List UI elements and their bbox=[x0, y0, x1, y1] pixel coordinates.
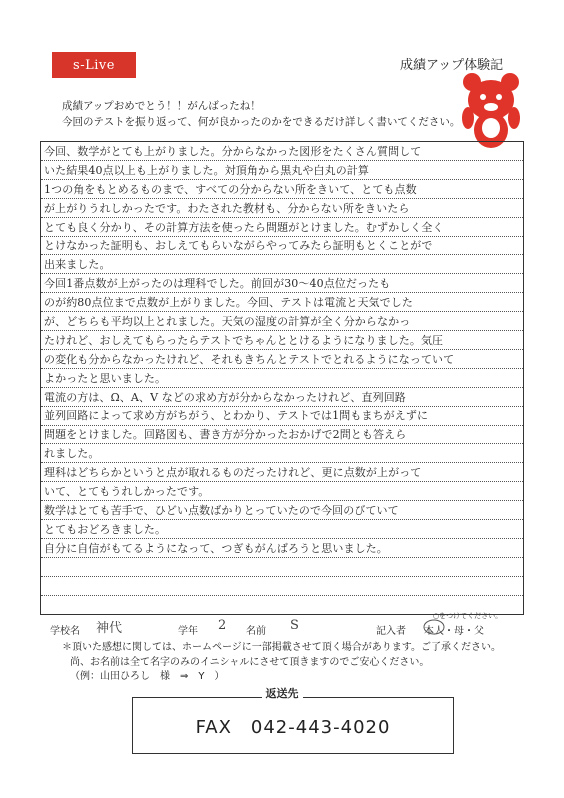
essay-line: いた結果40点以上も上がりました。対頂角から黒丸や白丸の計算 bbox=[44, 163, 369, 177]
fax-number: FAX 042-443-4020 bbox=[195, 716, 391, 738]
notes bbox=[62, 641, 501, 685]
name-label: 名前 bbox=[246, 626, 266, 637]
handwritten-essay bbox=[44, 143, 522, 615]
essay-line: とても良く分かり、その計算方法を使ったら問題がとけました。むずかしく全く bbox=[44, 220, 444, 234]
essay-line: の変化も分からなかったけれど、それもきちんとテストでとれるようになっていて bbox=[44, 352, 455, 366]
intro-text bbox=[62, 98, 460, 130]
essay-line: 数学はとても苦手で、ひどい点数ばかりとっていたので今回のびていて bbox=[44, 503, 399, 517]
essay-line: いて、とてもうれしかったです。 bbox=[44, 485, 210, 499]
essay-line: れました。 bbox=[44, 447, 100, 461]
name-value: S bbox=[290, 618, 299, 633]
circle-instruction: ○をつけてください。 bbox=[433, 612, 503, 620]
essay-line bbox=[44, 559, 522, 578]
school-label: 学校名 bbox=[50, 626, 80, 637]
essay-line: 1つの角をもとめるものまで、すべての分からない所をきいて、とても点数 bbox=[44, 182, 417, 196]
essay-line: 電流の方は、Ω、A、V などの求め方が分からなかったけれど、直列回路 bbox=[44, 390, 406, 404]
selected-circle-icon bbox=[422, 618, 446, 636]
essay-line: が、どちらも平均以上とれました。天気の湿度の計算が全く分からなかっ bbox=[44, 315, 411, 329]
intro-line-1: 成績アップおめでとう！！がんばったね！ bbox=[62, 100, 261, 112]
intro-line-2: 今回のテストを振り返って、何が良かったのかをできるだけ詳しく書いてください。 bbox=[62, 116, 461, 128]
writer-label: 記入者 bbox=[376, 626, 406, 637]
essay-line: 並列回路によって求め方がちがう、とわかり、テストでは1問もまちがえずに bbox=[44, 409, 429, 423]
grade-value: 2 bbox=[218, 618, 227, 633]
return-label: 返送先 bbox=[0, 685, 564, 701]
student-info-row bbox=[40, 620, 524, 636]
page-title: 成績アップ体験記 bbox=[400, 58, 504, 73]
essay-line: 出来ました。 bbox=[44, 258, 111, 272]
note-line-2: 尚、お名前は全て名字のみのイニシャルにさせて頂きますのでご安心ください。 bbox=[70, 656, 430, 668]
essay-line: よかったと思いました。 bbox=[44, 371, 167, 385]
essay-line: が上がりうれしかったです。わたされた教材も、分からない所をきいたら bbox=[44, 201, 410, 215]
writer-options: 本人・母・父 bbox=[424, 626, 484, 637]
note-line-1: ＊頂いた感想に関しては、ホームページに一部掲載させて頂く場合があります。ご了承ください。 bbox=[62, 642, 501, 653]
school-value: 神代 bbox=[96, 621, 123, 636]
note-line-3: （例：山田ひろし 様 ⇒ Y ） bbox=[70, 671, 225, 682]
s-live-logo: s-Live bbox=[52, 52, 136, 78]
essay-line: のが約80点位まで点数が上がりました。今回、テストは電流と天気でした bbox=[44, 296, 413, 310]
essay-line: 今回1番点数が上がったのは理科でした。前回が30～40点位だったも bbox=[44, 277, 391, 291]
essay-line: とけなかった証明も、おしえてもらいながらやってみたら証明もとくことがで bbox=[44, 239, 433, 253]
red-bear-mascot-icon bbox=[458, 70, 524, 150]
essay-line: とてもおどろきました。 bbox=[44, 522, 167, 536]
essay-line bbox=[44, 577, 522, 596]
essay-line: 理科はどちらかというと点が取れるものだったけれど、更に点数が上がって bbox=[44, 466, 422, 480]
essay-line: 自分に自信がもてるようになって、つぎもがんばろうと思いました。 bbox=[44, 541, 388, 555]
essay-line: 今回、数学がとても上がりました。分からなかった図形をたくさん質問して bbox=[44, 145, 422, 158]
fax-box bbox=[132, 697, 454, 754]
essay-line: たけれど、おしえてもらったらテストでちゃんととけるようになりました。気圧 bbox=[44, 333, 444, 347]
grade-label: 学年 bbox=[178, 626, 198, 637]
essay-line: 問題をとけました。回路図も、書き方が分かったおかげで2問とも答えら bbox=[44, 428, 407, 442]
